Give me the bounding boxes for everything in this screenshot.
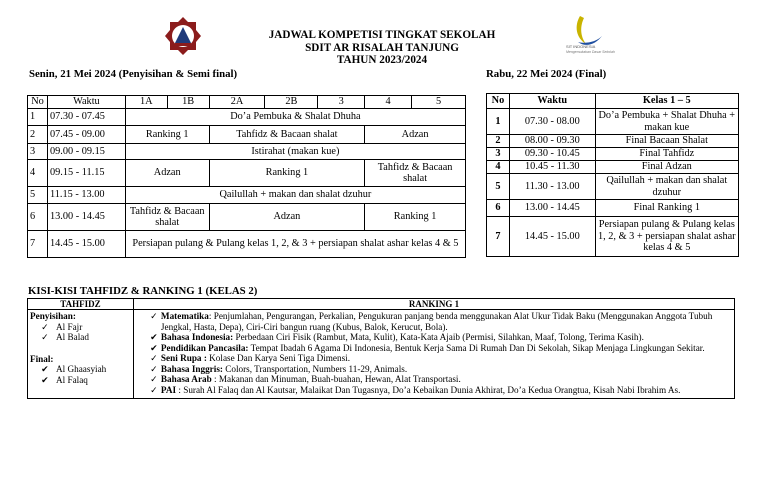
row-time: 13.00 - 14.45 (47, 204, 125, 231)
list-item (136, 343, 732, 354)
kisi-table (27, 298, 735, 399)
row-no: 1 (487, 109, 510, 135)
col-header: Waktu (47, 96, 125, 109)
row-no: 3 (487, 148, 510, 161)
row-no: 5 (487, 174, 510, 200)
row-activity: Ranking 1 (125, 126, 209, 144)
check-icon: ✓ (150, 374, 158, 384)
day2-schedule-table (486, 93, 739, 257)
subject-desc: : Makanan dan Minuman, Buah-buahan, Hewan, Alat Transportasi. (211, 374, 461, 384)
list-item (136, 353, 732, 364)
col-header: 3 (318, 96, 365, 109)
subject-desc: : Penjumlahan, Pengurangan, Perkalian, Pengukuran panjang benda menggunakan Alat Ukur Tidak Baku (Menggunakan Anggota Tubuh Jengkal, Hasta, Depa), Ciri-Ciri bangun ruang (Kubus, Balok, Kerucut, Bola). (160, 311, 713, 332)
penyisihan-label: Penyisihan: (30, 311, 76, 321)
row-activity: Adzan (125, 160, 209, 187)
table-row (487, 109, 739, 135)
row-no: 2 (28, 126, 48, 144)
row-activity: Qailullah + makan dan shalat dzuhur (125, 187, 465, 204)
final-label: Final: (30, 353, 54, 364)
check-icon: ✓ (150, 311, 158, 321)
row-activity: Final Ranking 1 (595, 200, 738, 217)
check-icon: ✓ (41, 321, 49, 332)
row-activity: Do’a Pembuka & Shalat Dhuha (125, 109, 465, 126)
subject-label: Bahasa Arab (160, 374, 212, 384)
row-time: 09.00 - 09.15 (47, 144, 125, 160)
row-no: 5 (28, 187, 48, 204)
row-time: 10.45 - 11.30 (509, 161, 595, 174)
row-activity: Adzan (209, 204, 365, 231)
col-header: 1B (167, 96, 209, 109)
subject-desc: Kolase Dan Karya Seni Tiga Dimensi. (206, 353, 351, 363)
row-time: 07.30 - 08.00 (509, 109, 595, 135)
table-row (28, 144, 466, 160)
col-header: Waktu (509, 94, 595, 109)
table-row (28, 231, 466, 258)
row-no: 4 (487, 161, 510, 174)
row-activity: Persiapan pulang & Pulang kelas 1, 2, & 3 + persiapan shalat ashar kelas 4 & 5 (125, 231, 465, 258)
list-item: ✓ Al Fajr (41, 321, 83, 332)
row-time: 07.30 - 07.45 (47, 109, 125, 126)
day1-title: Senin, 21 Mei 2024 (Penyisihan & Semi final) (29, 68, 238, 80)
col-header: 5 (412, 96, 466, 109)
row-time: 08.00 - 09.30 (509, 135, 595, 148)
list-item (136, 311, 732, 332)
check-icon: ✓ (150, 353, 158, 363)
row-activity: Do’a Pembuka + Shalat Dhuha + makan kue (595, 109, 738, 135)
check-icon: ✓ (150, 384, 158, 395)
row-no: 4 (28, 160, 48, 187)
row-activity: Persiapan pulang & Pulang kelas 1, 2, & 3 + persiapan shalat ashar kelas 4 & 5 (595, 217, 738, 257)
subject-label: Matematika (160, 311, 209, 321)
row-activity: Qailullah + makan dan shalat dzuhur (595, 174, 738, 200)
table-row (487, 148, 739, 161)
logo-right-text: SIT INDONESIA (566, 44, 596, 49)
ranking-cell (133, 310, 734, 399)
subject-desc: : Surah Al Falaq dan Al Kautsar, Malaikat Dan Tugasnya, Do’a Kebaikan Dunia Akhirat, Do’a Kedua Orangtua, Kisah Nabi Ibrahim As. (176, 384, 681, 395)
table-row (28, 310, 735, 399)
header-title: JADWAL KOMPETISI TINGKAT SEKOLAH (268, 29, 496, 41)
table-row (28, 204, 466, 231)
table-row (28, 109, 466, 126)
jsit-logo-right (560, 12, 610, 62)
row-time: 09.30 - 10.45 (509, 148, 595, 161)
col-header-tahfidz: TAHFIDZ (28, 299, 134, 310)
row-activity: Ranking 1 (209, 160, 365, 187)
list-item (136, 364, 732, 375)
row-activity: Istirahat (makan kue) (125, 144, 465, 160)
header-school: SDIT AR RISALAH TANJUNG (305, 41, 459, 54)
list-item (136, 332, 732, 343)
row-time: 14.45 - 15.00 (47, 231, 125, 258)
row-activity: Final Bacaan Shalat (595, 135, 738, 148)
row-activity: Adzan (365, 126, 466, 144)
table-row (487, 135, 739, 148)
list-item (136, 374, 732, 385)
row-no: 6 (28, 204, 48, 231)
table-row (487, 200, 739, 217)
subject-label: Bahasa Inggris: (160, 363, 223, 374)
row-activity: Final Adzan (595, 161, 738, 174)
check-icon: ✔ (150, 342, 158, 353)
row-time: 11.15 - 13.00 (47, 187, 125, 204)
row-activity: Final Tahfidz (595, 148, 738, 161)
row-no: 7 (487, 217, 510, 257)
row-no: 3 (28, 144, 48, 160)
check-icon: ✔ (150, 332, 158, 342)
day2-title: Rabu, 22 Mei 2024 (Final) (486, 68, 607, 80)
table-row (487, 217, 739, 257)
subject-label: Seni Rupa : (160, 353, 207, 363)
kisi-section-title: KISI-KISI TAHFIDZ & RANKING 1 (KELAS 2) (28, 285, 258, 297)
col-header: 4 (365, 96, 412, 109)
list-item (136, 385, 732, 396)
col-header: No (28, 96, 48, 109)
table-header-row (487, 94, 739, 109)
table-header-row (28, 299, 735, 310)
header-year: TAHUN 2023/2024 (336, 54, 428, 66)
table-row (487, 161, 739, 174)
row-activity: Tahfidz & Bacaan shalat (125, 204, 209, 231)
col-header: 1A (125, 96, 167, 109)
list-item: ✔ Al Ghaasyiah (41, 364, 107, 374)
table-row (28, 160, 466, 187)
col-header-ranking: RANKING 1 (133, 299, 734, 310)
subject-desc: Colors, Transportation, Numbers 11-29, Animals. (222, 363, 408, 374)
row-time: 14.45 - 15.00 (509, 217, 595, 257)
row-time: 07.45 - 09.00 (47, 126, 125, 144)
col-header: 2A (209, 96, 265, 109)
row-no: 7 (28, 231, 48, 258)
row-activity: Tahfidz & Bacaan shalat (365, 160, 466, 187)
subject-label: Pendidikan Pancasila: (160, 342, 249, 353)
logo-right-subtext: Mengemukakan Dasar Sekolah (566, 50, 615, 54)
table-header-row (28, 96, 466, 109)
col-header: Kelas 1 – 5 (595, 94, 738, 109)
row-activity: Tahfidz & Bacaan shalat (209, 126, 365, 144)
col-header: No (487, 94, 510, 109)
check-icon: ✔ (41, 364, 49, 374)
subject-label: PAI (160, 384, 177, 395)
row-time: 09.15 - 11.15 (47, 160, 125, 187)
row-no: 1 (28, 109, 48, 126)
list-item: ✓ Al Balad (41, 332, 89, 342)
check-icon: ✓ (150, 363, 158, 374)
subject-desc: Tempat Ibadah 6 Agama Di Indonesia, Bentuk Kerja Sama Di Rumah Dan Di Sekolah, Sikap Menjaga Lingkungan Sekitar. (248, 342, 705, 353)
check-icon: ✔ (41, 374, 49, 385)
tahfidz-cell (28, 310, 134, 399)
list-item: ✔ Al Falaq (41, 374, 88, 385)
col-header: 2B (265, 96, 318, 109)
subject-label: Bahasa Indonesia: (160, 332, 234, 342)
subject-desc: Perbedaan Ciri Fisik (Rambut, Mata, Kulit), Kata-Kata Ajaib (Permisi, Silahkan, Maaf, Tolong, Terima Kasih). (233, 332, 644, 342)
row-no: 6 (487, 200, 510, 217)
day1-schedule-table (27, 95, 466, 258)
row-time: 11.30 - 13.00 (509, 174, 595, 200)
row-no: 2 (487, 135, 510, 148)
row-time: 13.00 - 14.45 (509, 200, 595, 217)
check-icon: ✓ (41, 332, 49, 342)
document-header (250, 29, 514, 67)
table-row (487, 174, 739, 200)
table-row (28, 126, 466, 144)
table-row (28, 187, 466, 204)
row-activity: Ranking 1 (365, 204, 466, 231)
school-logo-left (163, 16, 203, 56)
